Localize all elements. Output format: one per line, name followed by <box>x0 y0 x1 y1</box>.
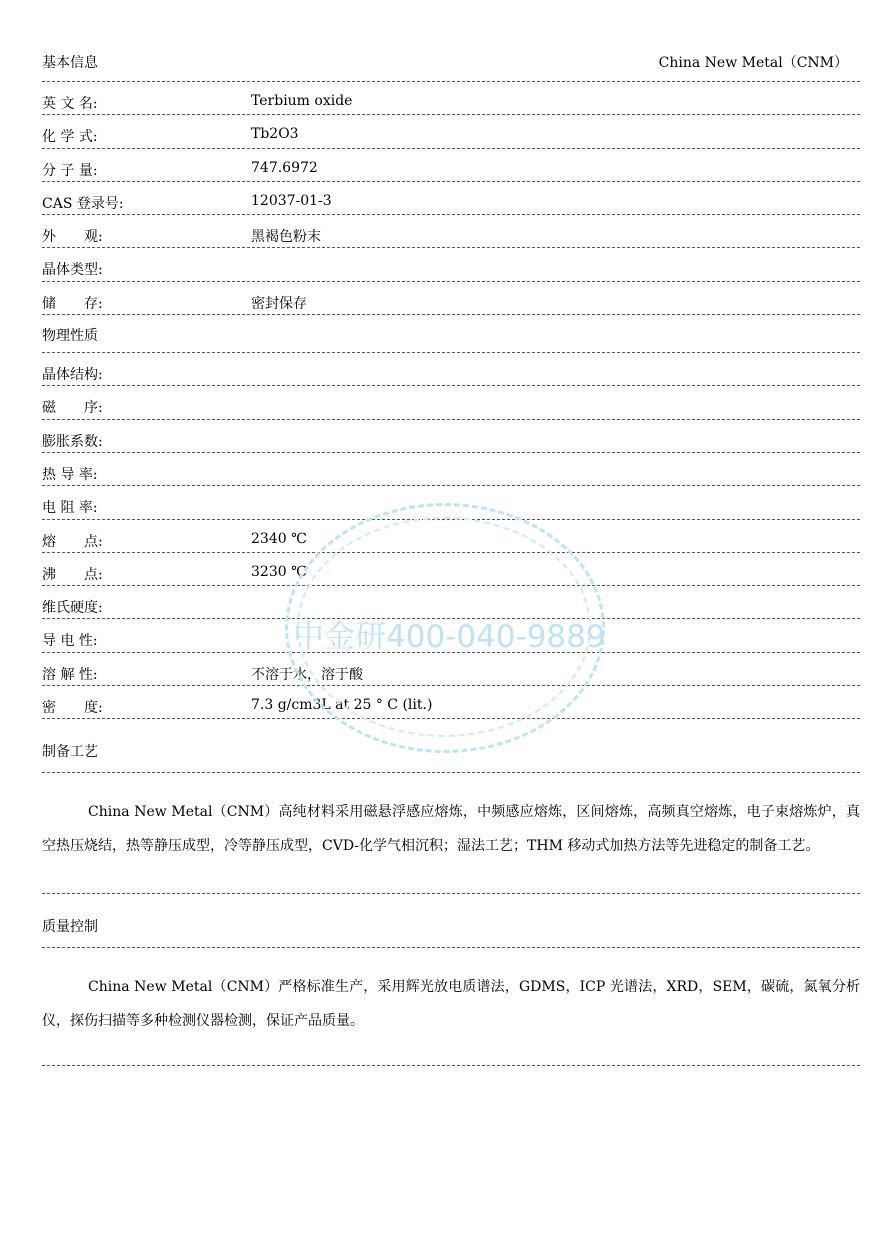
property-value: 不溶于水，溶于酸 <box>251 666 363 683</box>
property-label: 晶体结构: <box>42 367 103 384</box>
property-label: CAS 登录号: <box>42 195 124 212</box>
property-label: 热 导 率: <box>42 466 98 483</box>
property-label: 外 观: <box>42 229 103 246</box>
property-row-density <box>42 686 860 719</box>
property-label: 溶 解 性: <box>42 666 98 683</box>
property-label: 维氏硬度: <box>42 600 103 617</box>
section-title-qc: 质量控制 <box>42 919 98 936</box>
property-label: 沸 点: <box>42 566 103 583</box>
property-label: 化 学 式: <box>42 129 98 146</box>
section-heading-physical <box>42 315 860 353</box>
property-row-solubility <box>42 653 860 686</box>
property-value: 747.6972 <box>251 159 318 176</box>
property-row-cas <box>42 182 860 215</box>
property-row-magnetic-order <box>42 386 860 419</box>
section-title-prep: 制备工艺 <box>42 744 98 761</box>
section-heading-prep <box>42 719 860 773</box>
property-label: 电 阻 率: <box>42 500 98 517</box>
property-label: 密 度: <box>42 700 103 717</box>
property-label: 分 子 量: <box>42 162 98 179</box>
property-row-appearance <box>42 215 860 248</box>
property-row-thermal-conductivity <box>42 453 860 486</box>
property-value: 3230 ℃ <box>251 563 307 580</box>
prep-paragraph-block <box>42 773 860 894</box>
property-value: 7.3 g/cm3L at 25 ° C (lit.) <box>251 697 433 714</box>
property-row-formula <box>42 115 860 148</box>
section-heading-qc <box>42 894 860 948</box>
property-label: 膨胀系数: <box>42 433 103 450</box>
property-row-conductivity <box>42 619 860 652</box>
property-label: 熔 点: <box>42 533 103 550</box>
property-row-storage <box>42 282 860 315</box>
property-value: 12037-01-3 <box>251 192 332 209</box>
property-row-molecular-weight <box>42 149 860 182</box>
property-row-melting-point <box>42 520 860 553</box>
property-row-crystal-type <box>42 248 860 281</box>
property-row-english-name <box>42 82 860 115</box>
watermark-text: 中金研400-040-9889 <box>293 619 606 655</box>
section-title-basic-info: 基本信息 <box>42 55 98 71</box>
property-row-vickers-hardness <box>42 586 860 619</box>
property-value: 2340 ℃ <box>251 530 307 547</box>
section-title-physical: 物理性质 <box>42 328 98 345</box>
qc-paragraph-block <box>42 948 860 1066</box>
property-row-crystal-structure <box>42 353 860 386</box>
property-value: 密封保存 <box>251 295 307 312</box>
property-value: Terbium oxide <box>251 93 353 109</box>
property-label: 导 电 性: <box>42 633 98 650</box>
property-label: 英 文 名: <box>42 96 98 112</box>
property-row-resistivity <box>42 486 860 519</box>
property-table <box>42 82 860 1066</box>
prep-paragraph: China New Metal（CNM）高纯材料采用磁悬浮感应熔炼，中频感应熔炼，区间熔炼，高频真空熔炼，电子束熔炼炉，真空热压烧结，热等静压成型，冷等静压成型，CVD-化学气相沉积；湿法工艺；THM 移动式加热方法等先进稳定的制备工艺。 <box>42 804 860 855</box>
brand-name: China New Metal（CNM） <box>658 55 848 71</box>
qc-paragraph: China New Metal（CNM）严格标准生产，采用辉光放电质谱法，GDMS，ICP 光谱法，XRD，SEM，碳硫，氮氧分析仪，探伤扫描等多种检测仪器检测，保证产品质量。 <box>42 979 860 1030</box>
property-row-boiling-point <box>42 553 860 586</box>
page-header <box>42 0 860 82</box>
property-label: 储 存: <box>42 295 103 312</box>
property-label: 磁 序: <box>42 400 103 417</box>
property-value: 黑褐色粉末 <box>251 229 321 246</box>
property-label: 晶体类型: <box>42 262 103 279</box>
property-row-expansion <box>42 420 860 453</box>
property-value: Tb2O3 <box>251 126 299 143</box>
